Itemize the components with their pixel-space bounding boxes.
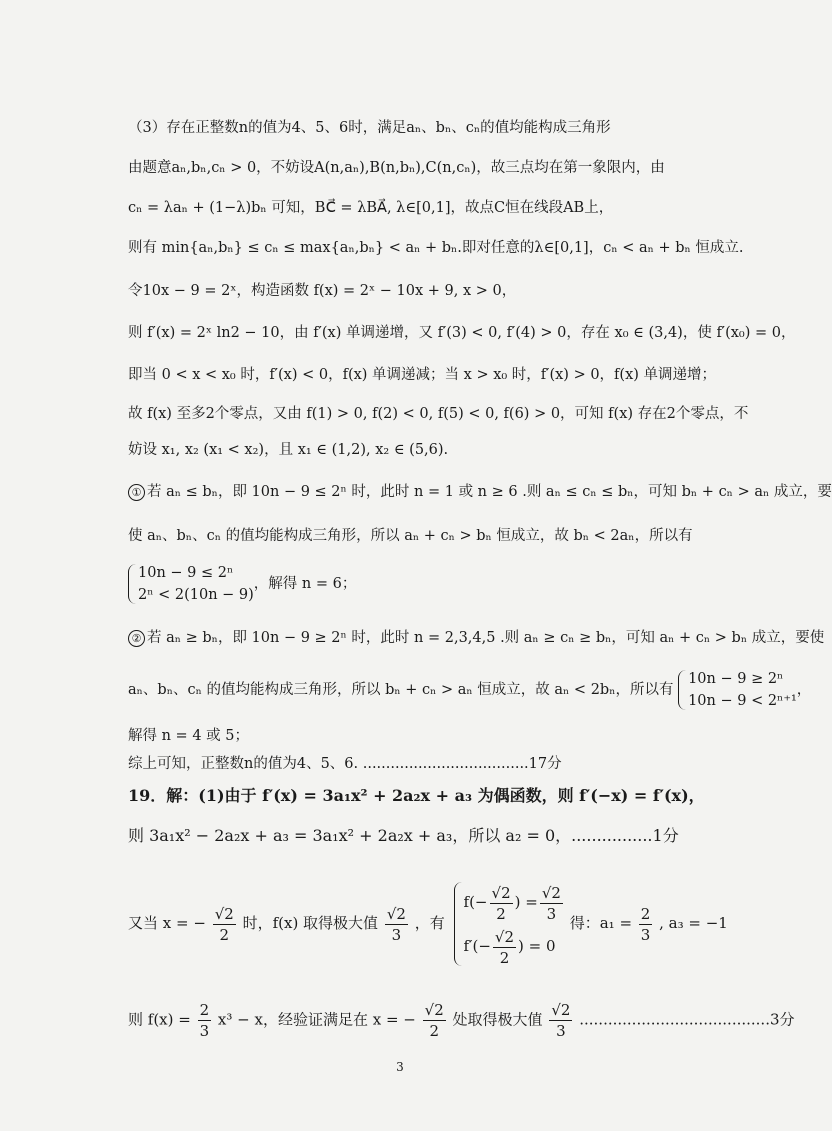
equation-system: [454, 880, 565, 968]
case2-text: 若 aₙ ≥ bₙ，即 10n − 9 ≥ 2ⁿ 时，此时 n = 2,3,4,5 .则 aₙ ≥ cₙ ≥ bₙ，可知 aₙ + cₙ > bₙ 成立，要使: [147, 630, 825, 646]
fraction: [549, 1000, 572, 1041]
numerator: √2: [494, 927, 515, 946]
fraction: [385, 904, 408, 945]
text-line: 令10x − 9 = 2ˣ，构造函数 f(x) = 2ˣ − 10x + 9, x > 0，: [128, 283, 517, 299]
equation-system: [128, 562, 254, 606]
text-line: 由题意aₙ,bₙ,cₙ > 0，不妨设A(n,aₙ),B(n,bₙ),C(n,cₙ)，故三点均在第一象限内，由: [128, 160, 665, 176]
case2-cont: aₙ、bₙ、cₙ 的值均能构成三角形，所以 bₙ + cₙ > aₙ 恒成立，故 aₙ < 2bₙ，所以有: [128, 682, 674, 698]
system-eq-1: 10n − 9 ≤ 2ⁿ: [138, 565, 234, 581]
fraction: [639, 904, 653, 945]
system-result: ，解得 n = 6；: [253, 576, 357, 592]
text: ) =: [514, 893, 538, 911]
system-eq-2: 10n − 9 < 2ⁿ⁺¹: [688, 693, 797, 709]
verify-line: [128, 1000, 795, 1041]
text: f(−: [463, 893, 488, 911]
text-line: 妨设 x₁, x₂ (x₁ < x₂)，且 x₁ ∈ (1,2), x₂ ∈ (5,6).: [128, 442, 449, 458]
conclusion-line: 综上可知，正整数n的值为4、5、6. ....................................17分: [128, 756, 562, 772]
text: ) = 0: [518, 937, 556, 955]
fraction: [213, 904, 236, 945]
text: ，有: [414, 914, 445, 932]
text-line: 则 f′(x) = 2ˣ ln2 − 10，由 f′(x) 单调递增，又 f′(3) < 0, f′(4) > 0，存在 x₀ ∈ (3,4)，使 f′(x₀) = 0，: [128, 325, 796, 341]
text: , a₃ = −1: [659, 914, 728, 932]
comma: ，: [796, 682, 812, 698]
denominator: 2: [219, 925, 230, 944]
system-eq-1: [464, 880, 565, 924]
fraction: [540, 883, 563, 924]
text: 则 f(x) =: [128, 1010, 196, 1029]
fraction: [198, 1000, 212, 1041]
numerator: √2: [541, 883, 561, 902]
denominator: 3: [640, 925, 651, 944]
case1-line: [128, 482, 832, 502]
system-line-2: [128, 668, 812, 712]
denominator: 2: [496, 904, 506, 923]
extreme-line: [128, 880, 728, 968]
fraction: [423, 1000, 446, 1041]
system-eq-1: 10n − 9 ≥ 2ⁿ: [688, 671, 784, 687]
text-line: 使 aₙ、bₙ、cₙ 的值均能构成三角形，所以 aₙ + cₙ > bₙ 恒成立，故 bₙ < 2aₙ，所以有: [128, 528, 693, 544]
text: ........................................3分: [579, 1010, 795, 1029]
text-line: 即当 0 < x < x₀ 时，f′(x) < 0，f(x) 单调递减；当 x > x₀ 时，f′(x) > 0，f(x) 单调递增；: [128, 367, 717, 383]
text-line: 则 3a₁x² − 2a₂x + a₃ = 3a₁x² + 2a₂x + a₃，所以 a₂ = 0，................1分: [128, 826, 679, 845]
q19-heading: 19．解：(1)由于 f′(x) = 3a₁x² + 2a₂x + a₃ 为偶函数，则 f′(−x) = f′(x)，: [128, 786, 705, 805]
denominator: 3: [546, 904, 557, 923]
numerator: √2: [386, 904, 406, 923]
text: f′(−: [463, 937, 491, 955]
text: 又当 x = −: [128, 914, 206, 932]
system-eq-2: 2ⁿ < 2(10n − 9): [138, 587, 254, 603]
text: 得：a₁ =: [569, 914, 637, 932]
numerator: √2: [214, 904, 234, 923]
denominator: 2: [429, 1022, 439, 1040]
circled-one: ①: [128, 484, 145, 501]
page-number: 3: [396, 1060, 404, 1074]
text: 时，f(x) 取得极大值: [242, 914, 379, 932]
text-line: 则有 min{aₙ,bₙ} ≤ cₙ ≤ max{aₙ,bₙ} < aₙ + bₙ.即对任意的λ∈[0,1]，cₙ < aₙ + bₙ 恒成立.: [128, 240, 744, 256]
fraction: [490, 883, 513, 924]
system-eq-2: [464, 924, 565, 968]
denominator: 3: [556, 1022, 566, 1040]
part3-heading: （3）存在正整数n的值为4、5、6时，满足aₙ、bₙ、cₙ的值均能构成三角形: [128, 120, 611, 136]
denominator: 3: [391, 925, 402, 944]
case2-line: [128, 628, 825, 648]
text-line: 解得 n = 4 或 5；: [128, 728, 249, 744]
text-line: cₙ = λaₙ + (1−λ)bₙ 可知，BC⃗ = λBA⃗, λ∈[0,1]，故点C恒在线段AB上，: [128, 200, 614, 216]
numerator: 2: [199, 1001, 210, 1019]
numerator: √2: [424, 1001, 444, 1019]
fraction: [493, 927, 516, 968]
numerator: 2: [640, 904, 651, 923]
numerator: √2: [551, 1001, 571, 1019]
system-line-1: [128, 562, 700, 606]
denominator: 3: [199, 1022, 210, 1040]
denominator: 2: [499, 948, 510, 967]
circled-two: ②: [128, 630, 145, 647]
numerator: √2: [491, 883, 511, 902]
equation-system: [678, 668, 797, 712]
text: x³ − x，经验证满足在 x = −: [217, 1010, 416, 1029]
text: 处取得极大值: [452, 1010, 543, 1029]
case1-text: 若 aₙ ≤ bₙ，即 10n − 9 ≤ 2ⁿ 时，此时 n = 1 或 n ≥ 6 .则 aₙ ≤ cₙ ≤ bₙ，可知 bₙ + cₙ > aₙ 成立，要: [147, 484, 832, 500]
text-line: 故 f(x) 至多2个零点，又由 f(1) > 0, f(2) < 0, f(5) < 0, f(6) > 0，可知 f(x) 存在2个零点，不: [128, 406, 749, 422]
